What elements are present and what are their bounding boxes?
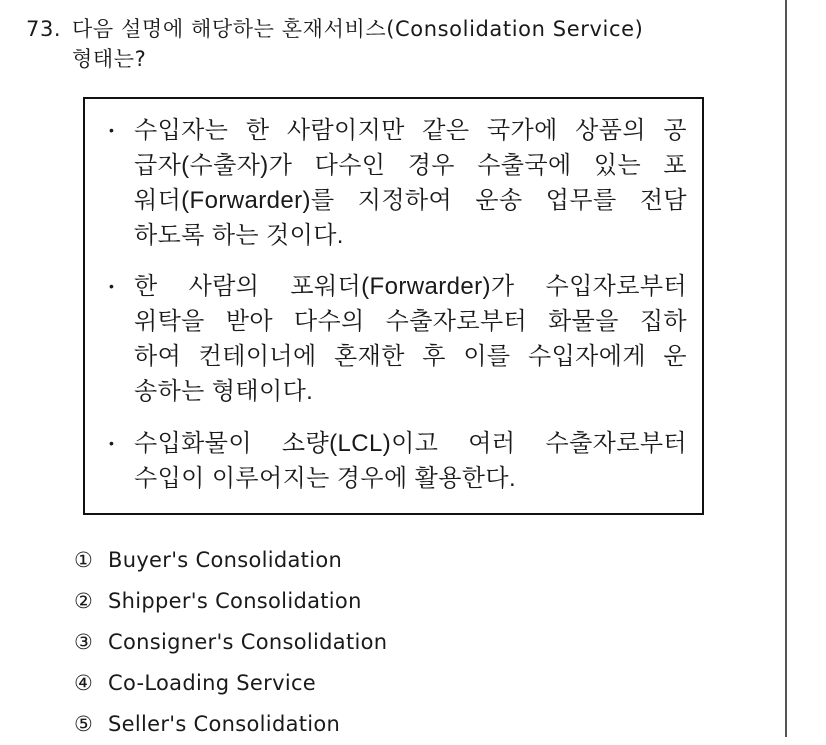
column-divider: [785, 0, 787, 737]
bullet-item: [109, 113, 687, 253]
bullet-text: [109, 426, 687, 496]
option-text: Consigner's Consolidation: [108, 630, 388, 654]
option-4[interactable]: [74, 663, 387, 704]
bullet-line: 수입이 이루어지는 경우에 활용한다.: [134, 465, 517, 492]
bullet-line: 위탁을 받아 다수의 수출자로부터 화물을 집하: [134, 308, 687, 335]
option-number: ①: [74, 548, 94, 572]
option-number: ②: [74, 589, 94, 613]
description-box: [83, 97, 704, 515]
question-number: 73.: [26, 17, 62, 41]
option-text: Seller's Consolidation: [108, 712, 341, 736]
bullet-line: 송하는 형태이다.: [134, 378, 314, 405]
option-number: ③: [74, 630, 94, 654]
question-stem: [26, 14, 766, 74]
option-text: Buyer's Consolidation: [108, 548, 343, 572]
bullet-line: 하여 컨테이너에 혼재한 후 이를 수입자에게 운: [134, 343, 687, 370]
bullet-line: 하도록 하는 것이다.: [134, 222, 344, 249]
option-1[interactable]: [74, 540, 387, 581]
bullet-text: [109, 269, 687, 409]
option-number: ⑤: [74, 712, 94, 736]
question-line-1: [26, 14, 766, 44]
bullet-line: 급자(수출자)가 다수인 경우 수출국에 있는 포: [134, 152, 687, 179]
bullet-line: 워더(Forwarder)를 지정하여 운송 업무를 전담: [134, 187, 687, 214]
bullet-item: [109, 269, 687, 409]
option-number: ④: [74, 671, 94, 695]
bullet-line: 수입화물이 소량(LCL)이고 여러 수출자로부터: [134, 430, 687, 457]
bullet-dot: •: [109, 122, 115, 138]
option-3[interactable]: [74, 622, 387, 663]
option-2[interactable]: [74, 581, 387, 622]
question-text-2: 형태는?: [72, 47, 147, 71]
option-5[interactable]: [74, 704, 387, 745]
bullet-dot: •: [109, 278, 115, 294]
bullet-text: [109, 113, 687, 253]
question-text-1: 다음 설명에 해당하는 혼재서비스(Consolidation Service): [72, 17, 644, 41]
answer-options: [74, 540, 387, 745]
option-text: Co-Loading Service: [108, 671, 317, 695]
bullet-dot: •: [109, 435, 115, 451]
bullet-line: 수입자는 한 사람이지만 같은 국가에 상품의 공: [134, 117, 687, 144]
option-text: Shipper's Consolidation: [108, 589, 362, 613]
bullet-line: 한 사람의 포워더(Forwarder)가 수입자로부터: [134, 273, 687, 300]
bullet-item: [109, 426, 687, 496]
